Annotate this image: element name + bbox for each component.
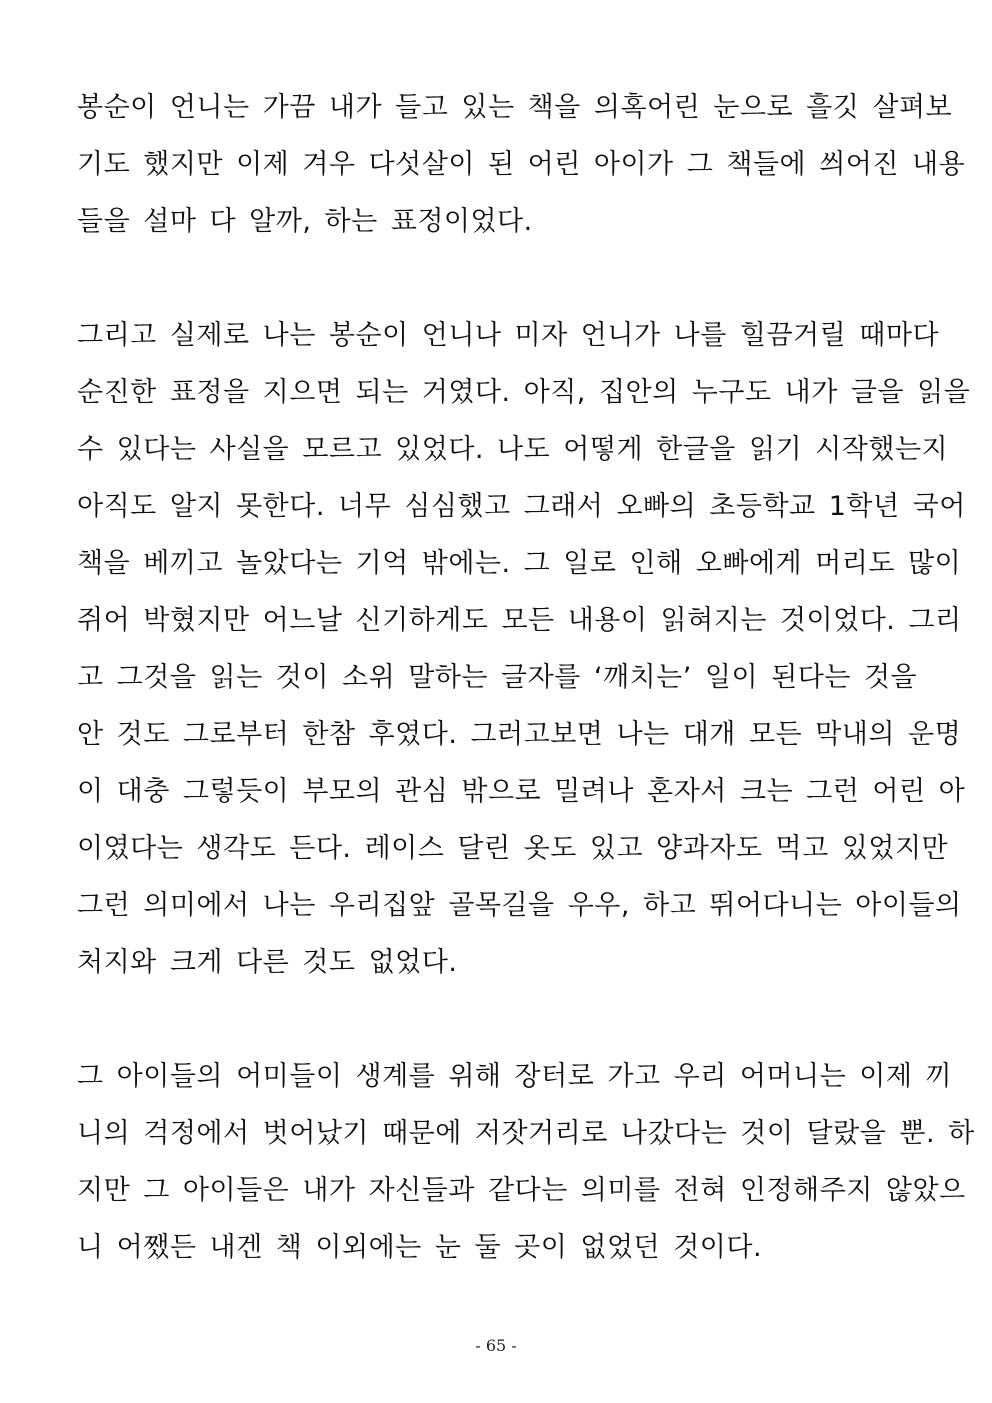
paragraph-2-line-5: 책을 베끼고 놀았다는 기억 밖에는. 그 일로 인해 오빠에게 머리도 많이	[77, 548, 962, 579]
paragraph-2-line-6: 쥐어 박혔지만 어느날 신기하게도 모든 내용이 읽혀지는 것이었다. 그리	[77, 605, 962, 636]
paragraph-3-line-1: 그 아이들의 어미들이 생계를 위해 장터로 가고 우리 어머니는 이제 끼	[77, 1061, 953, 1092]
paragraph-2-line-10: 이였다는 생각도 든다. 레이스 달린 옷도 있고 양과자도 먹고 있었지만	[77, 833, 949, 864]
paragraph-2-line-11: 그런 의미에서 나는 우리집앞 골목길을 우우, 하고 뛰어다니는 아이들의	[77, 890, 962, 921]
paragraph-1-line-1: 봉순이 언니는 가끔 내가 들고 있는 책을 의혹어린 눈으로 흘깃 살펴보	[77, 92, 953, 123]
paragraph-2-line-2: 순진한 표정을 지으면 되는 거였다. 아직, 집안의 누구도 내가 글을 읽을	[77, 377, 971, 408]
page-number: - 65 -	[475, 1336, 517, 1355]
paragraph-3-line-3: 지만 그 아이들은 내가 자신들과 같다는 의미를 전혀 인정해주지 않았으	[77, 1175, 966, 1206]
paragraph-2-line-1: 그리고 실제로 나는 봉순이 언니나 미자 언니가 나를 힐끔거릴 때마다	[77, 320, 940, 351]
paragraph-2-line-12: 처지와 크게 다른 것도 없었다.	[77, 947, 458, 978]
paragraph-2-line-7: 고 그것을 읽는 것이 소위 말하는 글자를 ‘깨치는’ 일이 된다는 것을	[77, 662, 918, 693]
paragraph-2-line-8: 안 것도 그로부터 한참 후였다. 그러고보면 나는 대개 모든 막내의 운명	[77, 719, 962, 750]
paragraph-1-line-3: 들을 설마 다 알까, 하는 표정이었다.	[77, 206, 533, 237]
paragraph-2-line-4: 아직도 알지 못한다. 너무 심심했고 그래서 오빠의 초등학교 1학년 국어	[77, 491, 966, 522]
paragraph-1-line-2: 기도 했지만 이제 겨우 다섯살이 된 어린 아이가 그 책들에 씌어진 내용	[77, 149, 966, 180]
paragraph-2-line-3: 수 있다는 사실을 모르고 있었다. 나도 어떻게 한글을 읽기 시작했는지	[77, 434, 949, 465]
paragraph-3-line-4: 니 어쨌든 내겐 책 이외에는 눈 둘 곳이 없었던 것이다.	[77, 1232, 763, 1263]
paragraph-2-line-9: 이 대충 그렇듯이 부모의 관심 밖으로 밀려나 혼자서 크는 그런 어린 아	[77, 776, 966, 807]
paragraph-3-line-2: 니의 걱정에서 벗어났기 때문에 저잣거리로 나갔다는 것이 달랐을 뿐. 하	[77, 1118, 975, 1149]
